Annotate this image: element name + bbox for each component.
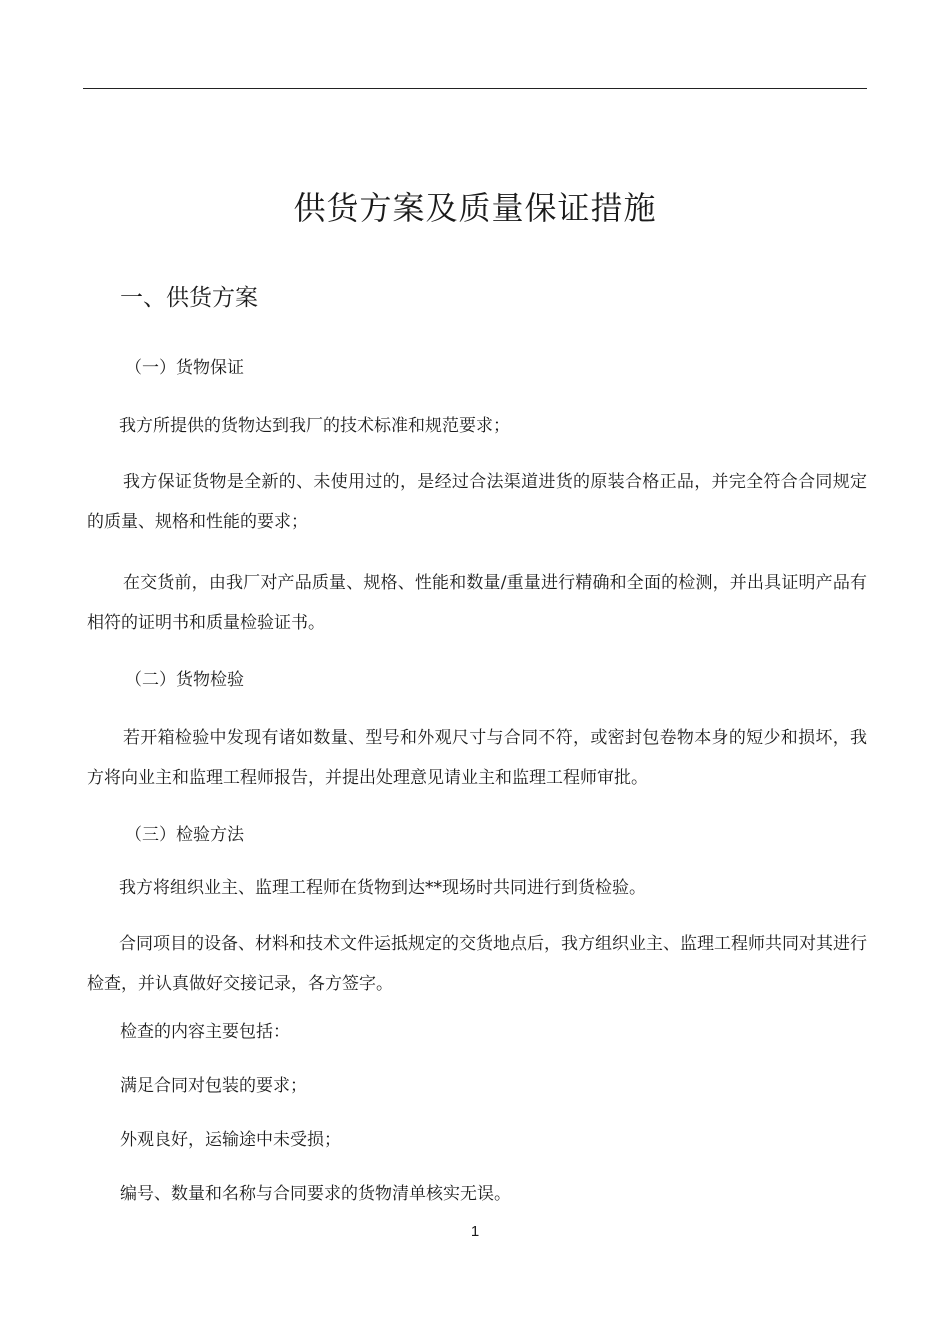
paragraph: 若开箱检验中发现有诸如数量、型号和外观尺寸与合同不符，或密封包卷物本身的短少和损坏，我方将向业主和监理工程师报告，并提出处理意见请业主和监理工程师审批。: [87, 728, 867, 788]
paragraph: 我方所提供的货物达到我厂的技术标准和规范要求；: [119, 416, 510, 436]
paragraph: 我方保证货物是全新的、未使用过的，是经过合法渠道进货的原装合格正品，并完全符合合同规定的质量、规格和性能的要求；: [87, 472, 867, 532]
list-item: 编号、数量和名称与合同要求的货物清单核实无误。: [120, 1184, 511, 1204]
document-title: 供货方案及质量保证措施: [293, 189, 657, 227]
subsection-heading-goods-guarantee: （一）货物保证: [125, 358, 244, 378]
paragraph: 我方将组织业主、监理工程师在货物到达**现场时共同进行到货检验。: [119, 878, 646, 898]
paragraph: 在交货前，由我厂对产品质量、规格、性能和数量/重量进行精确和全面的检测，并出具证明产品有相符的证明书和质量检验证书。: [87, 573, 867, 633]
header-rule: [83, 88, 867, 89]
subsection-heading-inspection-method: （三）检验方法: [125, 825, 244, 845]
section-heading: 一、供货方案: [120, 285, 258, 311]
list-item: 满足合同对包装的要求；: [120, 1076, 307, 1096]
list-item: 外观良好，运输途中未受损；: [120, 1130, 341, 1150]
page-number: 1: [470, 1223, 480, 1240]
subsection-heading-goods-inspection: （二）货物检验: [125, 670, 244, 690]
list-intro: 检查的内容主要包括：: [120, 1022, 290, 1042]
paragraph: 合同项目的设备、材料和技术文件运抵规定的交货地点后，我方组织业主、监理工程师共同对其进行检查，并认真做好交接记录，各方签字。: [87, 934, 867, 994]
